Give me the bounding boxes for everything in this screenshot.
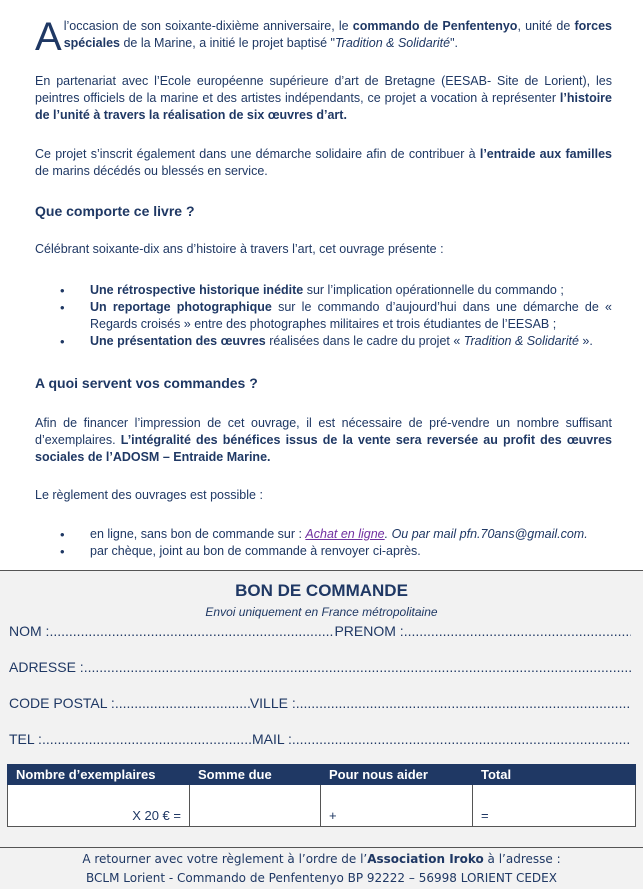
mail-label: MAIL : <box>251 731 292 747</box>
tel-label: TEL : <box>9 731 42 747</box>
text-run: sur l’implication opérationnelle du commando ; <box>303 283 564 297</box>
form-title: BON DE COMMANDE <box>235 581 408 600</box>
text-run-bold: forces spéciales <box>63 19 612 50</box>
text-run: réalisées dans le cadre du projet « <box>265 334 464 348</box>
text-run-italic: Tradition & Solidarité <box>334 36 451 50</box>
intro-paragraph-2 <box>35 73 612 124</box>
mail-field[interactable] <box>292 731 631 747</box>
ville-field[interactable] <box>296 695 631 711</box>
text-run: Ce projet s’inscrit également dans une démarche solidaire afin de contribuer à <box>35 147 480 161</box>
text-run: l’occasion de son soixante-dixième anniversaire, le <box>63 19 353 33</box>
contact-row <box>9 731 631 747</box>
online-purchase-link[interactable]: Achat en ligne <box>305 527 385 541</box>
list-item <box>60 543 612 560</box>
form-subtitle: Envoi uniquement en France métropolitaine <box>205 605 438 619</box>
text-run: En partenariat avec l’Ecole européenne supérieure d’art de Bretagne (EESAB- Site de Lorient), les peintres officiels de la marine et des artistes indépendants, ce projet a vocation à représenter <box>35 74 612 105</box>
table-row <box>8 785 636 827</box>
text-run: à l’adresse : <box>483 852 561 866</box>
col-header-quantity: Nombre d’exemplaires <box>8 765 190 785</box>
return-address <box>0 847 643 888</box>
adresse-field[interactable] <box>84 659 631 675</box>
adresse-label: ADRESSE : <box>9 659 84 675</box>
order-form <box>0 570 643 889</box>
nom-field[interactable] <box>49 623 334 639</box>
text-run: A retourner avec votre règlement à l’ordre de l’ <box>82 852 368 866</box>
text-run-bold: Association Iroko <box>367 852 484 866</box>
text-run-bold: l’histoire de l’unité à travers la réalisation de six œuvres d’art. <box>35 91 612 122</box>
total-cell[interactable]: = <box>473 785 636 827</box>
text-run: de marins décédés ou blessés en service. <box>35 164 268 178</box>
col-header-donation: Pour nous aider <box>321 765 473 785</box>
list-item <box>60 526 612 543</box>
section2-paragraph-1 <box>35 415 612 466</box>
intro-paragraph-3 <box>35 146 612 180</box>
code-postal-label: CODE POSTAL : <box>9 695 115 711</box>
text-run: par chèque, joint au bon de commande à renvoyer ci-après. <box>90 544 421 558</box>
list-item <box>60 299 612 333</box>
list-item <box>60 333 612 350</box>
tel-field[interactable] <box>42 731 252 747</box>
prenom-label: PRENOM : <box>334 623 404 639</box>
text-run: en ligne, sans bon de commande sur : <box>90 527 306 541</box>
name-row <box>9 623 631 639</box>
donation-cell[interactable]: + <box>321 785 473 827</box>
section2-paragraph-2: Le règlement des ouvrages est possible : <box>35 488 263 502</box>
amount-due-cell[interactable] <box>190 785 321 827</box>
text-run: , unité de <box>517 19 575 33</box>
intro-paragraph-1 <box>35 15 612 59</box>
footer-line-1 <box>0 850 643 869</box>
nom-label: NOM : <box>9 623 50 639</box>
quantity-cell[interactable]: X 20 € = <box>8 785 190 827</box>
payment-methods-list <box>60 526 612 560</box>
text-run-bold: L’intégralité des bénéfices issus de la vente sera reversée au profit des œuvres sociales de l’ADOSM – Entraide Marine. <box>35 433 612 464</box>
order-table <box>7 764 636 827</box>
drop-cap: A <box>35 15 62 59</box>
text-run-bold: Une rétrospective historique inédite <box>90 283 304 297</box>
col-header-amount-due: Somme due <box>190 765 321 785</box>
text-run-bold: Une présentation des œuvres <box>90 334 266 348</box>
footer-line-2: BCLM Lorient - Commando de Penfentenyo BP 92222 – 56998 LORIENT CEDEX <box>86 871 557 885</box>
text-run-italic: . Ou par mail pfn.70ans@gmail.com. <box>384 527 588 541</box>
text-run: ". <box>450 36 458 50</box>
list-item <box>60 282 612 299</box>
text-run: Afin de financer l’impression de cet ouvrage, il est nécessaire de pré-vendre un nombre suffisant d’exemplaires. <box>35 416 612 447</box>
section-heading-book-contents: Que comporte ce livre ? <box>35 203 195 219</box>
col-header-total: Total <box>473 765 636 785</box>
text-run-bold: l’entraide aux familles <box>479 147 612 161</box>
book-contents-list <box>60 282 612 350</box>
text-run: de la Marine, a initié le projet baptisé " <box>119 36 335 50</box>
prenom-field[interactable] <box>404 623 631 639</box>
code-postal-field[interactable] <box>115 695 250 711</box>
text-run: ». <box>578 334 593 348</box>
postal-row <box>9 695 631 711</box>
text-run-bold: Un reportage photographique <box>90 300 272 314</box>
text-run-bold: commando de Penfentenyo <box>352 19 518 33</box>
ville-label: VILLE : <box>249 695 296 711</box>
text-run-italic: Tradition & Solidarité <box>463 334 579 348</box>
order-table-header <box>8 765 636 785</box>
text-run: sur le commando d’aujourd’hui dans une démarche de « Regards croisés » entre des photographes militaires et trois étudiantes de l’EESAB ; <box>90 300 612 331</box>
section1-lead: Célébrant soixante-dix ans d’histoire à travers l’art, cet ouvrage présente : <box>35 242 444 256</box>
address-row <box>9 659 631 675</box>
section-heading-orders-purpose: A quoi servent vos commandes ? <box>35 375 258 391</box>
